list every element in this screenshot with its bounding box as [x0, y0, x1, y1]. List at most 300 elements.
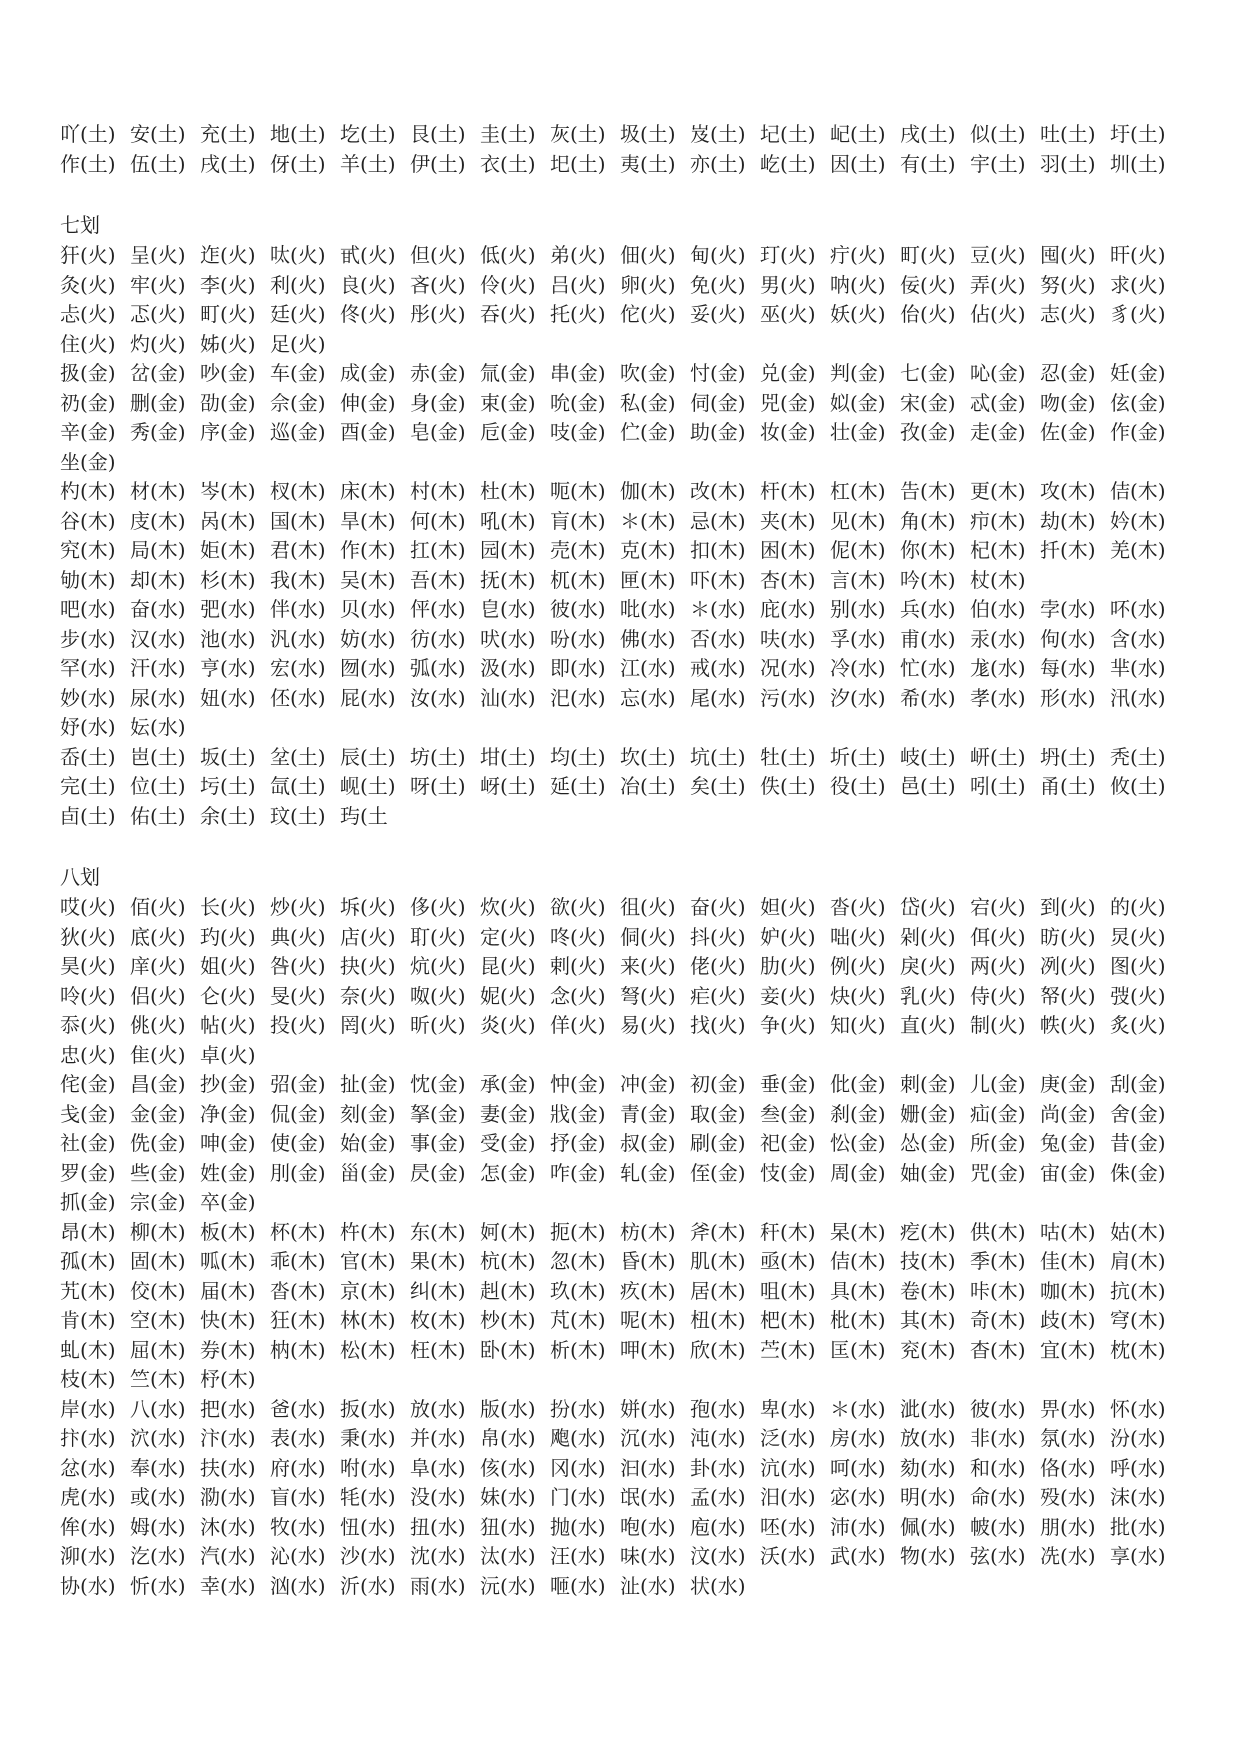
char-entry: 忖(金) [690, 361, 746, 385]
char-entry: 汽(水) [200, 1544, 256, 1568]
char-entry: 帙(火) [1040, 1013, 1096, 1037]
char-entry: 売(木) [550, 538, 606, 562]
char-entry: 旱(木) [340, 508, 396, 533]
char-entry: 甾(金) [340, 1160, 396, 1185]
char-entry: 狂(木) [270, 1308, 326, 1332]
char-entry: 忠(火) [60, 1042, 116, 1067]
char-entry: 江(水) [620, 656, 676, 680]
char-entry: 些(金) [130, 1160, 186, 1185]
char-row [60, 1247, 1180, 1277]
char-entry: 匡(木) [830, 1337, 886, 1362]
char-entry: 卮(金) [480, 420, 536, 444]
char-entry: 姊(火) [200, 331, 256, 356]
char-entry: 孢(水) [690, 1396, 746, 1421]
char-entry: 侘(金) [60, 1072, 116, 1096]
char-entry: 每(水) [1040, 656, 1096, 680]
char-entry: 亨(水) [200, 656, 256, 680]
char-entry: 扳(水) [340, 1396, 396, 1421]
char-entry: 炅(火) [1110, 924, 1166, 949]
char-entry: 村(木) [410, 479, 466, 503]
char-entry: 坐(金) [60, 449, 116, 474]
char-entry: 别(水) [830, 597, 886, 621]
char-entry: 竺(木) [130, 1367, 186, 1391]
char-entry: 良(火) [340, 272, 396, 297]
char-entry: 汛(水) [1110, 685, 1166, 710]
char-entry: 佔(火) [970, 302, 1026, 326]
char-entry: 侗(火) [620, 924, 676, 949]
char-entry: 佶(木) [830, 1249, 886, 1273]
char-entry: 昏(木) [620, 1249, 676, 1273]
char-entry: 孝(水) [970, 685, 1026, 710]
char-entry: 何(木) [410, 508, 466, 533]
char-entry: 沐(水) [200, 1514, 256, 1539]
char-entry: 抖(火) [690, 924, 746, 949]
char-entry: 妥(火) [690, 302, 746, 326]
char-entry: 更(木) [970, 479, 1026, 503]
char-entry: 昊(火) [60, 954, 116, 978]
char-entry: 艽(木) [60, 1278, 116, 1303]
char-entry: 杲(木) [830, 1219, 886, 1244]
char-entry: 妘(水) [130, 715, 186, 739]
char-entry: 冲(金) [620, 1072, 676, 1096]
char-entry: 雨(水) [410, 1573, 466, 1598]
char-entry: 免(火) [690, 272, 746, 297]
char-entry: 卵(火) [620, 272, 676, 297]
char-entry: 汶(水) [690, 1544, 746, 1568]
char-entry: 呀(土) [410, 774, 466, 798]
char-row [60, 595, 1180, 625]
char-row [60, 359, 1180, 389]
char-entry: 宋(金) [900, 390, 956, 415]
char-entry: 男(火) [760, 272, 816, 297]
char-entry: 疙(木) [900, 1219, 956, 1244]
char-entry: 果(木) [410, 1249, 466, 1273]
char-entry: 枝(木) [60, 1367, 116, 1391]
char-entry: 玟(土) [270, 803, 326, 828]
char-entry: 尾(水) [690, 685, 746, 710]
char-entry: 妾(火) [760, 983, 816, 1008]
char-entry: 社(金) [60, 1131, 116, 1155]
char-entry: 技(木) [900, 1249, 956, 1273]
char-entry: 氚(金) [480, 361, 536, 385]
char-entry: ＊(木) [620, 508, 676, 533]
char-entry: 岌(土) [690, 122, 746, 146]
char-entry: 祀(金) [760, 1131, 816, 1155]
char-row [60, 802, 1180, 832]
char-entry: 佛(水) [620, 626, 676, 651]
char-entry: 其(木) [900, 1308, 956, 1332]
char-entry: 灸(火) [60, 272, 116, 297]
char-entry: 剁(火) [900, 924, 956, 949]
char-entry: 狃(水) [480, 1514, 536, 1539]
char-entry: 托(火) [550, 302, 606, 326]
char-entry: 呈(火) [130, 243, 186, 267]
char-entry: 帔(水) [970, 1514, 1026, 1539]
char-row [60, 448, 1180, 478]
char-entry: 刷(金) [690, 1131, 746, 1155]
stroke-count-heading: 七划 [60, 213, 100, 237]
char-entry: 虎(水) [60, 1485, 116, 1509]
char-entry: 廷(火) [270, 302, 326, 326]
char-entry: 初(金) [690, 1072, 746, 1096]
stroke-sections [60, 179, 1180, 1601]
char-entry: 疝(金) [970, 1101, 1026, 1126]
char-entry: 尿(水) [130, 685, 186, 710]
char-entry: ＊(水) [830, 1396, 886, 1421]
char-entry: 呸(水) [760, 1514, 816, 1539]
char-entry: 奈(火) [340, 983, 396, 1008]
char-entry: 享(水) [1110, 1544, 1166, 1568]
char-entry: 秉(水) [340, 1426, 396, 1450]
char-entry: 吮(金) [550, 390, 606, 415]
char-entry: 忘(水) [620, 685, 676, 710]
char-entry: 岐(土) [900, 744, 956, 769]
char-entry: 汨(水) [760, 1485, 816, 1509]
char-entry: 扯(金) [340, 1072, 396, 1096]
char-entry: 彼(水) [970, 1396, 1026, 1421]
char-entry: 役(土) [830, 774, 886, 798]
char-entry: 伭(金) [1110, 390, 1166, 415]
char-entry: 朋(水) [1040, 1514, 1096, 1539]
char-entry: 抃(水) [60, 1426, 116, 1450]
char-entry: 疚(木) [620, 1278, 676, 1303]
char-entry: 完(土) [60, 774, 116, 798]
char-entry: 步(水) [60, 626, 116, 651]
char-entry: 坎(土) [620, 744, 676, 769]
char-entry: 吲(土) [970, 774, 1026, 798]
char-entry: 吧(水) [60, 597, 116, 621]
char-entry: 劾(水) [900, 1455, 956, 1480]
char-entry: 汐(水) [830, 685, 886, 710]
char-entry: 汜(水) [550, 685, 606, 710]
char-entry: 扼(木) [550, 1219, 606, 1244]
char-entry: 杌(木) [550, 567, 606, 592]
char-entry: 呶(火) [410, 983, 466, 1008]
char-entry: 佐(金) [1040, 420, 1096, 444]
char-entry: 到(火) [1040, 895, 1096, 919]
char-entry: 伽(木) [620, 479, 676, 503]
char-row [60, 536, 1180, 566]
char-entry: 宇(土) [970, 151, 1026, 176]
char-entry: 伾(水) [270, 685, 326, 710]
char-entry: 玓(火) [200, 924, 256, 949]
char-entry: 佘(金) [270, 390, 326, 415]
char-entry: 彼(水) [550, 597, 606, 621]
char-entry: 咆(水) [620, 1514, 676, 1539]
char-entry: 屈(木) [130, 1337, 186, 1362]
char-entry: 飑(水) [550, 1426, 606, 1450]
char-entry: 汾(水) [1110, 1426, 1166, 1450]
char-entry: 巡(金) [270, 420, 326, 444]
char-entry: 宗(金) [130, 1190, 186, 1214]
char-entry: 皀(水) [480, 597, 536, 621]
char-entry: 牦(水) [340, 1485, 396, 1509]
char-entry: 佼(木) [130, 1278, 186, 1303]
char-entry: ＊(水) [690, 597, 746, 621]
char-entry: 始(金) [340, 1131, 396, 1155]
char-entry: 汞(水) [970, 626, 1026, 651]
char-entry: 伶(火) [480, 272, 536, 297]
char-entry: 沅(水) [480, 1573, 536, 1598]
char-entry: 爸(水) [270, 1396, 326, 1421]
char-entry: 夷(土) [620, 151, 676, 176]
char-entry: 灼(火) [130, 331, 186, 356]
char-entry: 斧(木) [690, 1219, 746, 1244]
char-entry: 弧(水) [410, 656, 466, 680]
char-entry: 彷(水) [410, 626, 466, 651]
char-row [60, 982, 1180, 1012]
char-entry: 岑(木) [200, 479, 256, 503]
char-entry: 佬(火) [690, 954, 746, 978]
char-entry: 町(火) [900, 243, 956, 267]
char-entry: 具(木) [830, 1278, 886, 1303]
char-entry: 乖(木) [270, 1249, 326, 1273]
char-entry: 庖(水) [690, 1514, 746, 1539]
char-entry: 困(木) [760, 538, 816, 562]
char-entry: 林(木) [340, 1308, 396, 1332]
char-entry: 圩(土) [1110, 122, 1166, 146]
char-entry: 卧(木) [480, 1337, 536, 1362]
char-entry: 呃(木) [550, 479, 606, 503]
char-entry: 炊(火) [480, 895, 536, 919]
char-entry: 弄(火) [970, 272, 1026, 297]
char-entry: 戌(土) [200, 151, 256, 176]
char-entry: 圯(土) [550, 151, 606, 176]
char-entry: 忻(水) [130, 1573, 186, 1598]
char-entry: 忪(金) [830, 1131, 886, 1155]
char-entry: 秀(金) [130, 420, 186, 444]
char-entry: 伸(金) [340, 390, 396, 415]
char-entry: 使(金) [270, 1131, 326, 1155]
char-entry: 氛(水) [1040, 1426, 1096, 1450]
char-entry: 净(金) [200, 1101, 256, 1126]
char-entry: 七(金) [900, 361, 956, 385]
char-entry: 忝(火) [60, 1013, 116, 1037]
char-entry: 味(水) [620, 1544, 676, 1568]
char-entry: 伴(水) [270, 597, 326, 621]
char-row [60, 893, 1180, 923]
char-entry: 旰(火) [1110, 243, 1166, 267]
char-entry: 垂(金) [760, 1072, 816, 1096]
char-entry: 松(木) [340, 1337, 396, 1362]
char-entry: 枇(木) [830, 1308, 886, 1332]
char-entry: 昃(金) [410, 1160, 466, 1185]
char-entry: 吖(土) [60, 122, 116, 146]
char-entry: 伊(土) [410, 151, 466, 176]
char-entry: 秆(木) [760, 1219, 816, 1244]
char-row [60, 1424, 1180, 1454]
char-entry: 咕(木) [1040, 1219, 1096, 1244]
char-entry: 吐(土) [1040, 122, 1096, 146]
char-entry: 快(木) [200, 1308, 256, 1332]
char-entry: 状(水) [690, 1573, 746, 1598]
char-entry: 但(火) [410, 243, 466, 267]
char-entry: 穹(木) [1110, 1308, 1166, 1332]
char-entry: 改(木) [690, 479, 746, 503]
char-entry: 抉(火) [340, 954, 396, 978]
char-entry: 妲(火) [760, 895, 816, 919]
char-entry: 泚(水) [900, 1396, 956, 1421]
char-entry: 汕(水) [480, 685, 536, 710]
char-entry: 岔(金) [130, 361, 186, 385]
char-entry: 杷(木) [760, 1308, 816, 1332]
char-entry: 忐(火) [60, 302, 116, 326]
char-entry: 佝(水) [1040, 626, 1096, 651]
char-entry: 侁(金) [130, 1131, 186, 1155]
char-entry: 希(水) [900, 685, 956, 710]
char-entry: 券(木) [200, 1337, 256, 1362]
char-row [60, 1572, 1180, 1602]
char-entry: 吣(金) [970, 361, 1026, 385]
char-entry: 戕(金) [550, 1101, 606, 1126]
char-entry: 告(木) [900, 479, 956, 503]
char-entry: 扦(木) [1040, 538, 1096, 562]
char-entry: 佑(土) [130, 803, 186, 828]
char-entry: 伺(金) [690, 390, 746, 415]
char-entry: 屹(土) [760, 151, 816, 176]
char-entry: 伫(金) [620, 420, 676, 444]
char-entry: 李(火) [200, 272, 256, 297]
char-entry: 和(水) [970, 1455, 1026, 1480]
char-entry: 忱(金) [410, 1072, 466, 1096]
char-entry: 佞(火) [900, 272, 956, 297]
char-entry: 沉(水) [620, 1426, 676, 1450]
char-entry: 妗(木) [1110, 508, 1166, 533]
char-entry: 忡(金) [550, 1072, 606, 1096]
char-entry: 弨(金) [270, 1072, 326, 1096]
char-entry: 盲(水) [270, 1485, 326, 1509]
char-entry: 忮(金) [760, 1160, 816, 1185]
char-entry: 走(金) [970, 420, 1026, 444]
char-entry: 叔(金) [620, 1131, 676, 1155]
char-entry: 抄(金) [200, 1072, 256, 1096]
char-entry: 叁(金) [760, 1101, 816, 1126]
char-entry: 的(火) [1110, 895, 1166, 919]
char-entry: 吴(木) [340, 567, 396, 592]
char-entry: 固(木) [130, 1249, 186, 1273]
char-row [60, 743, 1180, 773]
char-entry: 屺(土) [830, 122, 886, 146]
char-entry: 呢(木) [620, 1308, 676, 1332]
char-entry: 低(火) [480, 243, 536, 267]
char-entry: 礽(金) [60, 390, 116, 415]
char-entry: 仑(火) [200, 983, 256, 1008]
char-entry: 抚(木) [480, 567, 536, 592]
char-entry: 均(土) [550, 744, 606, 769]
char-entry: 辛(金) [60, 420, 116, 444]
char-entry: 空(木) [130, 1308, 186, 1332]
char-entry: 奋(水) [130, 597, 186, 621]
char-entry: 国(木) [270, 508, 326, 533]
char-entry: 足(火) [270, 331, 326, 356]
char-entry: 忑(火) [130, 302, 186, 326]
char-entry: 府(水) [270, 1455, 326, 1480]
char-entry: 沃(水) [760, 1544, 816, 1568]
char-row [60, 1395, 1180, 1425]
char-entry: 佚(土) [760, 774, 816, 798]
char-entry: 戾(火) [900, 954, 956, 978]
char-entry: 昌(金) [130, 1072, 186, 1096]
char-entry: 咐(水) [340, 1455, 396, 1480]
char-entry: 咒(金) [970, 1160, 1026, 1185]
char-entry: 羽(土) [1040, 151, 1096, 176]
char-entry: 孚(水) [830, 626, 886, 651]
char-entry: 咔(木) [970, 1278, 1026, 1303]
char-row [60, 684, 1180, 714]
char-entry: 作(土) [60, 151, 116, 176]
char-entry: 咄(火) [830, 924, 886, 949]
char-entry: 扭(水) [410, 1514, 466, 1539]
char-entry: 我(木) [270, 567, 326, 592]
char-entry: 表(水) [270, 1426, 326, 1450]
char-entry: 咀(木) [760, 1278, 816, 1303]
char-entry: 疔(火) [830, 243, 886, 267]
char-entry: 八(水) [130, 1396, 186, 1421]
char-entry: 劬(木) [60, 567, 116, 592]
char-entry: 呐(火) [830, 272, 886, 297]
char-entry: 姓(金) [200, 1160, 256, 1185]
char-entry: 污(水) [760, 685, 816, 710]
char-entry: 妊(金) [1110, 361, 1166, 385]
char-entry: 杓(木) [60, 479, 116, 503]
char-entry: 底(火) [130, 924, 186, 949]
char-entry: 甙(火) [340, 243, 396, 267]
char-entry: 束(金) [480, 390, 536, 415]
char-entry: 宙(金) [1040, 1160, 1096, 1185]
char-entry: 尨(水) [970, 656, 1026, 680]
char-row [60, 923, 1180, 953]
char-entry: 况(水) [760, 656, 816, 680]
char-row [60, 1542, 1180, 1572]
char-entry: 疖(木) [970, 508, 1026, 533]
char-entry: 甫(水) [900, 626, 956, 651]
char-entry: 夹(木) [760, 508, 816, 533]
char-entry: 氙(土) [270, 774, 326, 798]
char-row [60, 1513, 1180, 1543]
char-entry: 佰(火) [130, 895, 186, 919]
char-row [60, 1454, 1180, 1484]
char-entry: 季(木) [970, 1249, 1026, 1273]
char-entry: 卒(金) [200, 1190, 256, 1214]
char-entry: 汪(水) [550, 1544, 606, 1568]
char-entry: 圮(土) [760, 122, 816, 146]
char-entry: 余(土) [200, 803, 256, 828]
char-entry: 苎(木) [760, 1337, 816, 1362]
char-entry: 尚(金) [1040, 1101, 1096, 1126]
char-entry: 怂(金) [900, 1131, 956, 1155]
char-entry: 泖(水) [60, 1544, 116, 1568]
char-row [60, 507, 1180, 537]
char-entry: 放(水) [410, 1396, 466, 1421]
char-entry: 炔(火) [830, 983, 886, 1008]
char-entry: 居(木) [690, 1278, 746, 1303]
char-entry: 亦(土) [690, 151, 746, 176]
char-entry: 豸(火) [1110, 302, 1166, 326]
char-entry: 仳(金) [830, 1072, 886, 1096]
char-entry: 囤(火) [1040, 243, 1096, 267]
char-entry: 妨(水) [340, 626, 396, 651]
char-entry: 杈(木) [270, 479, 326, 503]
char-entry: 佯(火) [550, 1013, 606, 1037]
char-entry: 版(水) [480, 1396, 536, 1421]
char-entry: 坂(土) [200, 744, 256, 769]
char-entry: 吓(木) [690, 567, 746, 592]
char-entry: 姒(金) [830, 390, 886, 415]
char-entry: 板(木) [200, 1219, 256, 1244]
char-entry: 殁(水) [1040, 1485, 1096, 1509]
char-entry: 庠(火) [130, 954, 186, 978]
char-entry: 兖(木) [900, 1337, 956, 1362]
